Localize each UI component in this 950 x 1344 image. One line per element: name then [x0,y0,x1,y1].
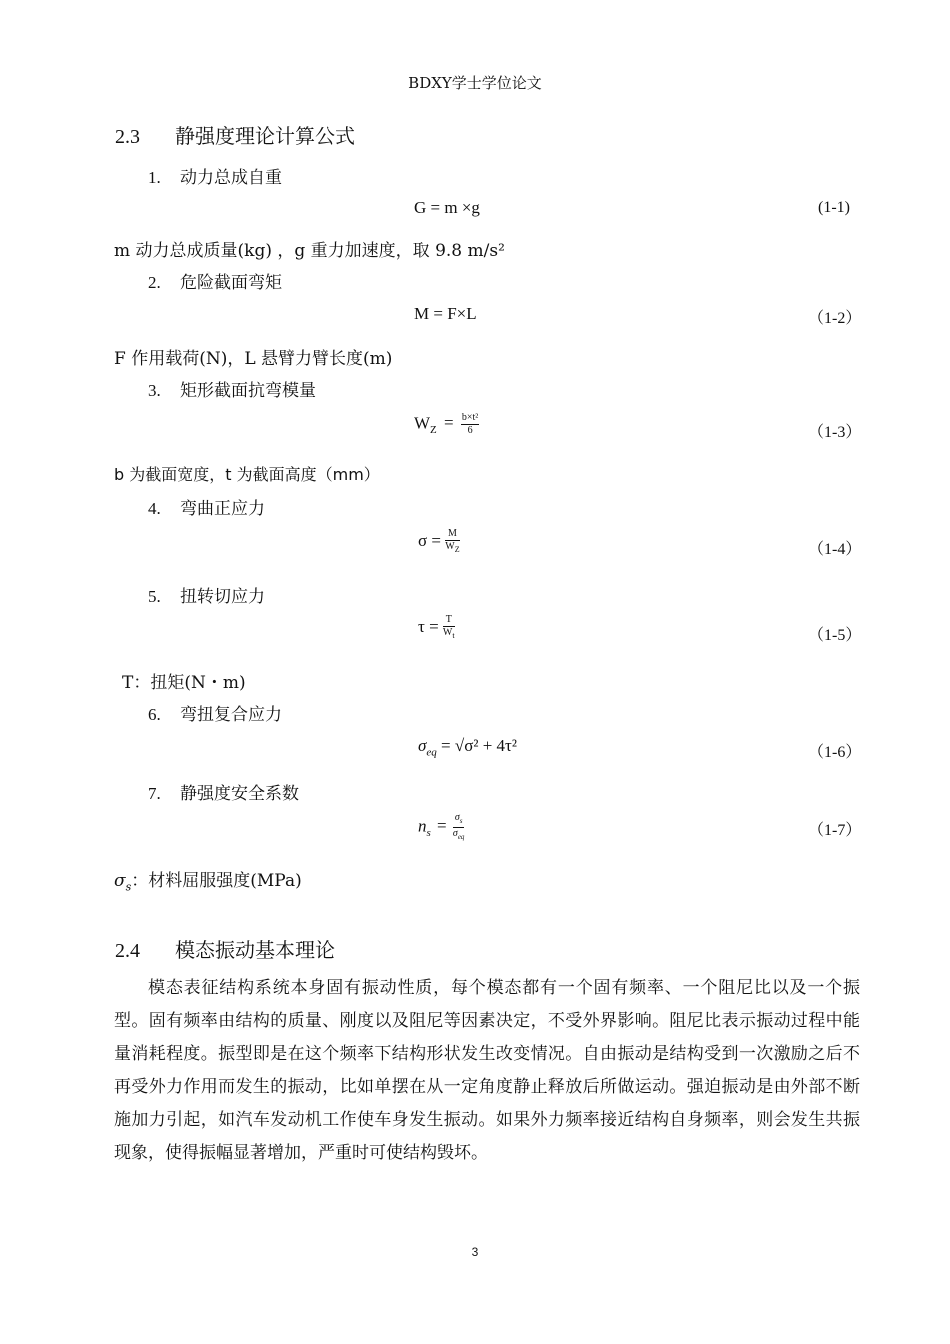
equation-1-1: G = m ×g [414,198,480,217]
equation-1-2: M = F×L [414,304,477,323]
fraction: $\frac{T}{W_t}$ [442,614,455,640]
list-item: 6. 弯扭复合应力 [148,705,282,725]
equation-number: （1-3） [808,424,862,441]
equation-number: (1-1) [818,199,850,216]
section-heading-2-4 [115,934,335,963]
equation-number: （1-2） [808,310,862,327]
section-number: 2.4 [115,940,140,962]
body-paragraph: 模态表征结构系统本身固有振动性质，每个模态都有一个固有频率、一个阻尼比以及一个振型。固有频率由结构的质量、刚度以及阻尼等因素决定，不受外界影响。阻尼比表示振动过程中能量消耗程度。振型即是在这个频率下结构形状发生改变情况。自由振动是结构受到一次激励之后不再受外力作用而发生的振动，比如单摆在从一定角度静止释放后所做运动。强迫振动是由外部不断施加力引起，如汽车发动机工作使车身发生振动。如果外力频率接近结构自身频率，则会发生共振现象，使得振幅显著增加，严重时可使结构毁坏。 [114,978,860,1163]
fraction: $\frac{M}{W_Z}$ [445,528,460,554]
equation-number: （1-4） [808,541,862,558]
list-item: 5. 扭转切应力 [148,587,265,607]
section-title: 静强度理论计算公式 [175,124,355,148]
section-number: 2.3 [115,126,140,148]
variable-note: $\sigma_s$：材料屈服强度(MPa) [114,871,302,894]
equation-number: （1-5） [808,627,862,644]
running-header: BDXY学士学位论文 [408,74,542,92]
variable-note: b 为截面宽度，t 为截面高度（mm） [114,465,380,484]
equation-1-6: $\sigma_{eq} = √\sigma^2 + 4\tau^2$ [418,736,517,759]
equation-number: （1-7） [808,822,862,839]
fraction: $\frac{\text{b×t²}}{6}$ [461,412,479,436]
section-heading-2-3 [115,120,355,149]
fraction: $\frac{\sigma_s}{\sigma_{eq}}$ [452,812,465,841]
variable-note: T：扭矩(N・m) [122,673,246,693]
page-number: 3 [471,1245,479,1259]
list-item: 1. 动力总成自重 [148,168,282,188]
equation-number: （1-6） [808,744,862,761]
list-item: 3. 矩形截面抗弯模量 [148,381,316,401]
list-item: 4. 弯曲正应力 [148,499,265,519]
variable-note: F 作用载荷(N)，L 悬臂力臂长度(m) [114,349,393,369]
list-item: 2. 危险截面弯矩 [148,273,282,293]
equation-1-5: τ = $\frac{T}{W_t}$ [418,614,455,640]
variable-note: m 动力总成质量(kg) ，g 重力加速度，取 9.8 m/s² [114,241,505,261]
equation-1-3: $W_Z$ = $\frac{\text{b×t²}}{6}$ [414,412,479,436]
equation-1-7: $n_s$ = $\frac{\sigma_s}{\sigma_{eq}}$ [418,812,465,841]
list-item: 7. 静强度安全系数 [148,784,299,804]
section-title: 模态振动基本理论 [175,938,335,962]
equation-1-4: σ = $\frac{M}{W_Z}$ [418,528,460,554]
